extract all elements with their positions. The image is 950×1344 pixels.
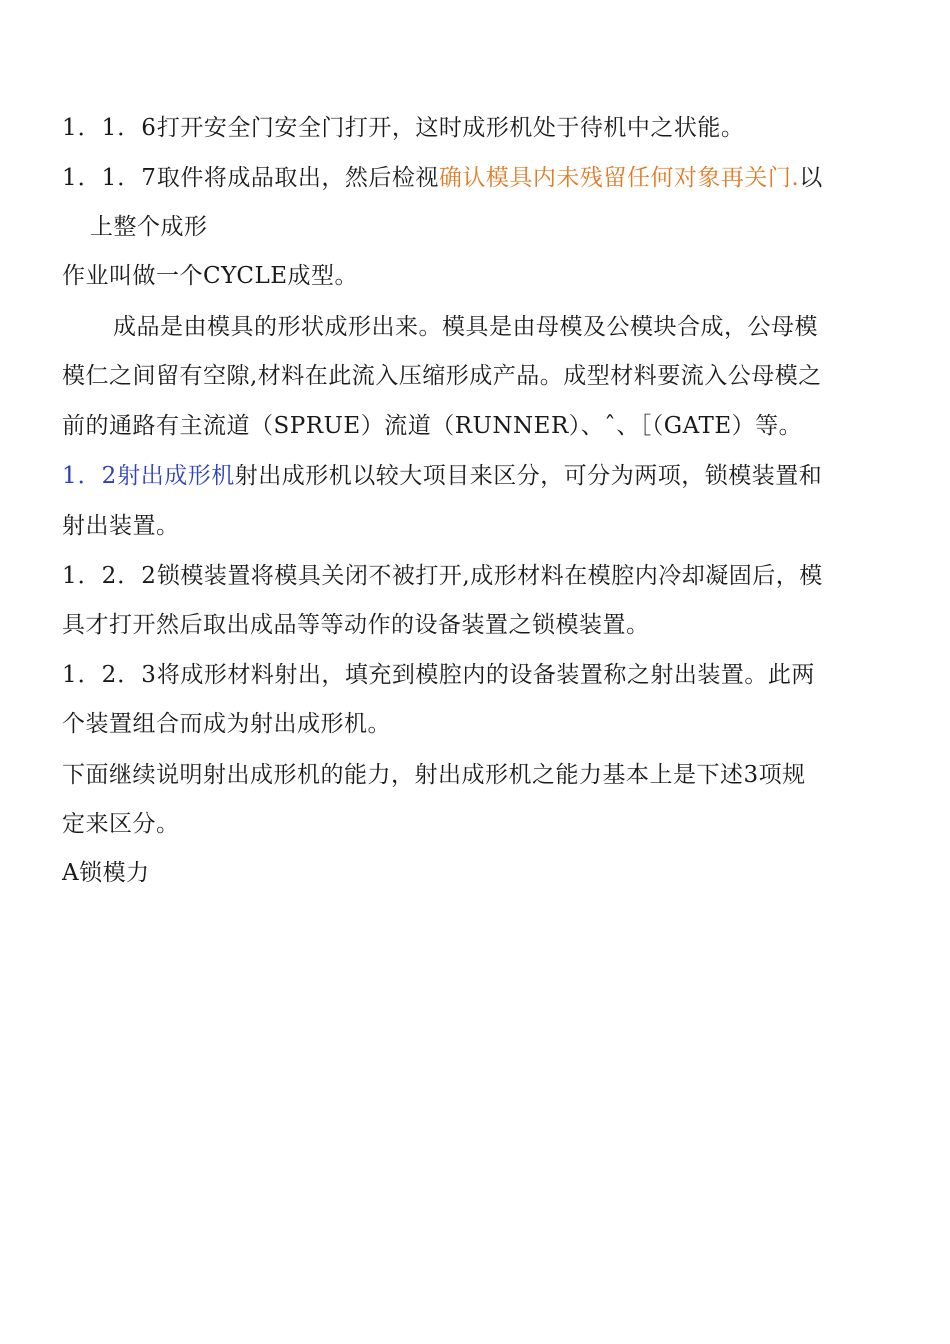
paragraph-capacity-line-1 <box>62 760 806 790</box>
paragraph-1-2-3-line-2 <box>62 709 391 739</box>
highlighted-text: 确认模具内未残留任何对象再关门. <box>438 165 800 191</box>
section-number: 1．2 <box>62 463 118 489</box>
paragraph-1-1-7 <box>62 163 823 193</box>
paragraph-text: 以 <box>799 165 823 191</box>
paragraph-capacity-line-2 <box>62 809 180 839</box>
paragraph-1-1-7-continuation <box>90 212 208 242</box>
paragraph-1-2-2-line-1 <box>62 561 823 591</box>
paragraph-text: 个装置组合而成为射出成形机。 <box>62 711 391 737</box>
paragraph-text: 具才打开然后取出成品等等动作的设备装置之锁模装置。 <box>62 612 650 638</box>
section-number: 1．2．2 <box>62 563 157 589</box>
paragraph-clamping-force <box>62 858 150 888</box>
paragraph-mold-line-3 <box>62 411 802 441</box>
paragraph-text: 将成形材料射出，填充到模腔内的设备装置称之射出装置。此两 <box>156 662 815 688</box>
paragraph-1-2-2-line-2 <box>62 610 650 640</box>
paragraph-text: 前的通路有主流道（SPRUE）流道（RUNNER）、ˆ、［（GATE）等。 <box>62 413 803 439</box>
paragraph-text: 锁模装置将模具关闭不被打开,成形材料在模腔内冷却凝固后，模 <box>156 563 823 589</box>
paragraph-text: 模仁之间留有空隙,材料在此流入压缩形成产品。成型材料要流入公母模之 <box>62 363 822 389</box>
paragraph-mold-line-1 <box>113 312 818 342</box>
paragraph-text: 成品是由模具的形状成形出来。模具是由母模及公模块合成，公母模 <box>113 314 818 340</box>
paragraph-text: 定来区分。 <box>62 811 180 837</box>
paragraph-text: 取件将成品取出，然后检视 <box>156 165 439 191</box>
paragraph-1-2-line-2 <box>62 511 180 541</box>
paragraph-text: 射出装置。 <box>62 513 180 539</box>
section-heading: 射出成形机 <box>117 463 235 489</box>
section-number: 1．1．7 <box>62 165 157 191</box>
paragraph-text: 上整个成形 <box>90 214 208 240</box>
paragraph-1-2-line-1 <box>62 461 822 491</box>
paragraph-text: A锁模力 <box>62 860 150 886</box>
paragraph-text: 射出成形机以较大项目来区分，可分为两项，锁模装置和 <box>234 463 823 489</box>
paragraph-1-2-3-line-1 <box>62 660 815 690</box>
paragraph-text: 打开安全门安全门打开，这时成形机处于待机中之状能。 <box>156 115 745 141</box>
paragraph-cycle <box>62 261 358 291</box>
paragraph-mold-line-2 <box>62 361 822 391</box>
paragraph-text: 下面继续说明射出成形机的能力，射出成形机之能力基本上是下述3项规 <box>62 762 806 788</box>
section-number: 1．2．3 <box>62 662 157 688</box>
section-number: 1．1．6 <box>62 115 157 141</box>
paragraph-1-1-6 <box>62 113 744 143</box>
paragraph-text: 作业叫做一个CYCLE成型。 <box>62 263 359 289</box>
